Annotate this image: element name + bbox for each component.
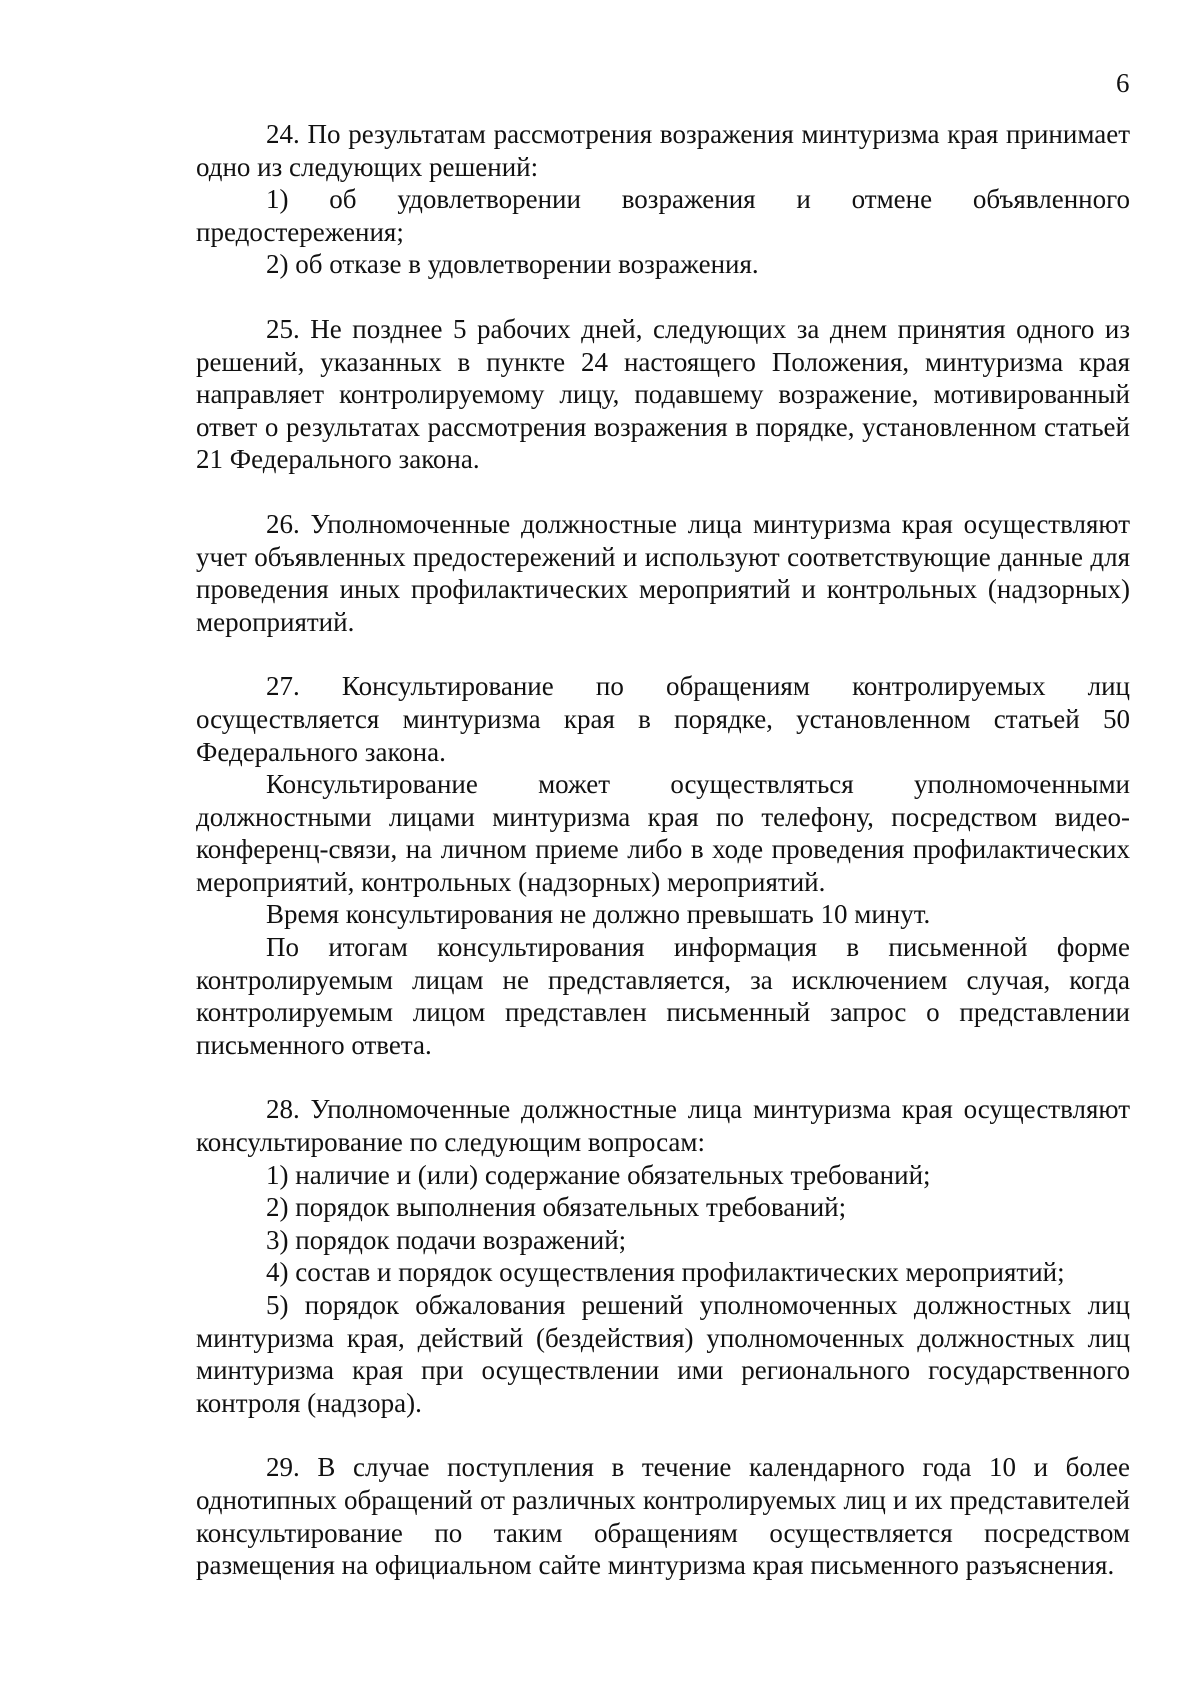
document-body — [196, 118, 1130, 1582]
paragraph-25: 25. Не позднее 5 рабочих дней, следующих за днем принятия одного из решений, указанных в пункте 24 настоящего Положения, минтуризма края направляет контролируемому лицу, подавшему возражение, мотивированный ответ о результатах рассмотрения возражения в порядке, установленном статьей 21 Федерального закона. — [196, 313, 1130, 475]
paragraph-28-item-4: 4) состав и порядок осуществления профилактических мероприятий; — [266, 1257, 1065, 1288]
paragraph-27-part-3: Время консультирования не должно превышать 10 минут. — [266, 899, 931, 930]
page-number: 6 — [1116, 68, 1130, 98]
paragraph-26: 26. Уполномоченные должностные лица минтуризма края осуществляют учет объявленных предостережений и используют соответствующие данные для проведения иных профилактических мероприятий и контрольных (надзорных) мероприятий. — [196, 508, 1130, 637]
paragraph-28-item-2: 2) порядок выполнения обязательных требований; — [266, 1192, 847, 1223]
paragraph-28-item-1: 1) наличие и (или) содержание обязательных требований; — [266, 1159, 931, 1190]
paragraph-29: 29. В случае поступления в течение календарного года 10 и более однотипных обращений от различных контролируемых лиц и их представителей консультирование по таким обращениям осуществляется посредством размещения на официальном сайте минтуризма края письменного разъяснения. — [196, 1452, 1130, 1581]
paragraph-28: 28. Уполномоченные должностные лица минтуризма края осуществляют консультирование по следующим вопросам: — [196, 1094, 1130, 1158]
paragraph-27: 27. Консультирование по обращениям контролируемых лиц осуществляется минтуризма края в порядке, установленном статьей 50 Федерального закона. — [196, 671, 1130, 767]
paragraph-27-part-4: По итогам консультирования информация в письменной форме контролируемым лицам не представляется, за исключением случая, когда контролируемым лицом представлен письменный запрос о представлении письменного ответа. — [196, 932, 1130, 1060]
paragraph-27-part-2: Консультирование может осуществляться уполномоченными должностными лицами минтуризма края по телефону, посредством видео-конференц-связи, на личном приеме либо в ходе проведения профилактических мероприятий, контрольных (надзорных) мероприятий. — [196, 769, 1130, 897]
paragraph-24-item-1: 1) об удовлетворении возражения и отмене объявленного предостережения; — [196, 184, 1130, 247]
paragraph-24-item-2: 2) об отказе в удовлетворении возражения. — [266, 249, 759, 280]
paragraph-28-item-3: 3) порядок подачи возражений; — [266, 1224, 627, 1255]
paragraph-24: 24. По результатам рассмотрения возражения минтуризма края принимает одно из следующих решений: — [196, 119, 1130, 182]
paragraph-28-item-5: 5) порядок обжалования решений уполномоченных должностных лиц минтуризма края, действий (бездействия) уполномоченных должностных лиц минтуризма края при осуществлении ими регионального государственного контроля (надзора). — [196, 1290, 1130, 1418]
